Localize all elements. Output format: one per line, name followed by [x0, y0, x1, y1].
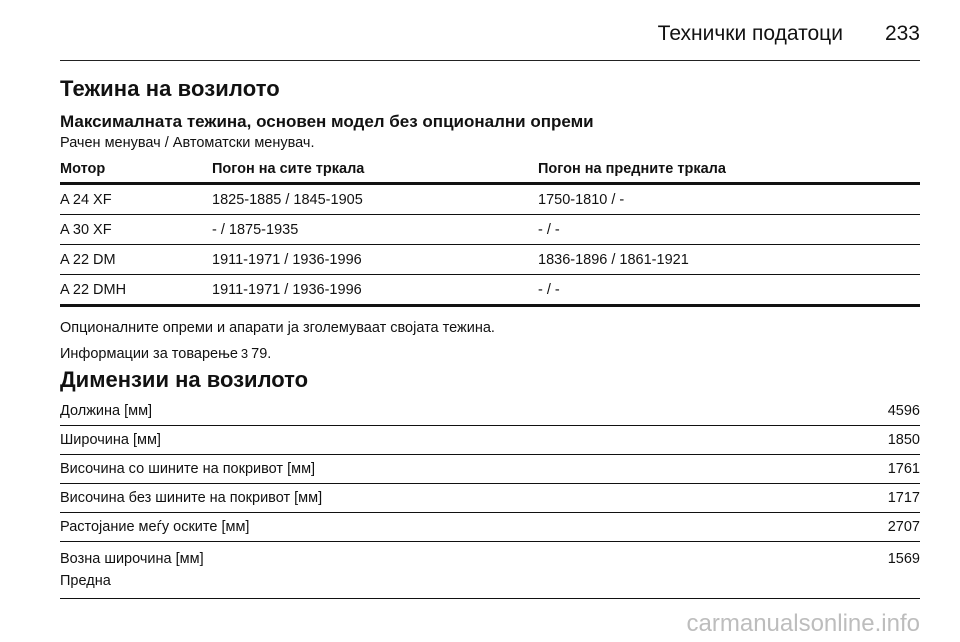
- table-row: [60, 542, 920, 599]
- running-header: [60, 18, 920, 50]
- weights-table: [60, 156, 920, 307]
- table-row: [60, 484, 920, 513]
- dimension-value: 2707: [800, 513, 920, 542]
- transmission-note: Рачен менувач / Автоматски менувач.: [60, 135, 315, 151]
- column-header-awd: Погон на сите тркала: [212, 156, 538, 184]
- dimension-value: 1761: [800, 455, 920, 484]
- loading-reference-link[interactable]: 79.: [251, 346, 272, 362]
- table-cell: A 22 DMH: [60, 275, 212, 306]
- table-header-row: [60, 156, 920, 184]
- table-cell: A 30 XF: [60, 215, 212, 245]
- table-row: [60, 397, 920, 426]
- dimension-value: 4596: [800, 397, 920, 426]
- table-cell: 1911-1971 / 1936-1996: [212, 275, 538, 306]
- dimension-value: 1717: [800, 484, 920, 513]
- dimension-label: [60, 542, 800, 599]
- table-cell: 1836-1896 / 1861-1921: [538, 245, 920, 275]
- table-cell: 1825-1885 / 1845-1905: [212, 184, 538, 215]
- dimension-value: 1569: [800, 542, 920, 599]
- header-divider: [60, 60, 920, 61]
- loading-reference-text: Информации за товарење: [60, 346, 238, 362]
- dimension-label-main: Возна широчина [мм]: [60, 551, 204, 567]
- section-title: Тежина на возилото: [60, 76, 280, 101]
- table-row: [60, 455, 920, 484]
- dimension-label: Височина без шините на покривот [мм]: [60, 484, 800, 513]
- table-cell: 1750-1810 / -: [538, 184, 920, 215]
- dimensions-title: Димензии на возилото: [60, 367, 309, 392]
- table-row: [60, 513, 920, 542]
- dimension-label: Широчина [мм]: [60, 426, 800, 455]
- dimension-value: 1850: [800, 426, 920, 455]
- watermark: carmanualsonline.info: [686, 610, 920, 637]
- table-row: [60, 215, 920, 245]
- table-cell: - / -: [538, 215, 920, 245]
- table-cell: A 22 DM: [60, 245, 212, 275]
- table-row: [60, 275, 920, 306]
- page-number: 233: [884, 22, 920, 45]
- loading-reference: [60, 341, 920, 367]
- column-header-fwd: Погон на предните тркала: [538, 156, 920, 184]
- options-note: Опционалните опреми и апарати ја зголемуваат својата тежина.: [60, 320, 495, 336]
- chapter-title: Технички податоци: [657, 22, 843, 45]
- table-row: [60, 184, 920, 215]
- dimension-label: Височина со шините на покривот [мм]: [60, 455, 800, 484]
- table-cell: - / -: [538, 275, 920, 306]
- page-content: [60, 72, 920, 599]
- dimension-sublabel: Предна: [60, 573, 111, 589]
- column-header-engine: Мотор: [60, 156, 212, 184]
- table-cell: 1911-1971 / 1936-1996: [212, 245, 538, 275]
- subsection-title: Максималната тежина, основен модел без опционални опреми: [60, 112, 594, 131]
- page-reference-arrow-icon: 3: [240, 346, 249, 361]
- table-cell: A 24 XF: [60, 184, 212, 215]
- dimensions-table: [60, 397, 920, 599]
- dimension-label: Должина [мм]: [60, 397, 800, 426]
- table-cell: - / 1875-1935: [212, 215, 538, 245]
- table-row: [60, 426, 920, 455]
- dimension-label: Растојание меѓу оските [мм]: [60, 513, 800, 542]
- table-row: [60, 245, 920, 275]
